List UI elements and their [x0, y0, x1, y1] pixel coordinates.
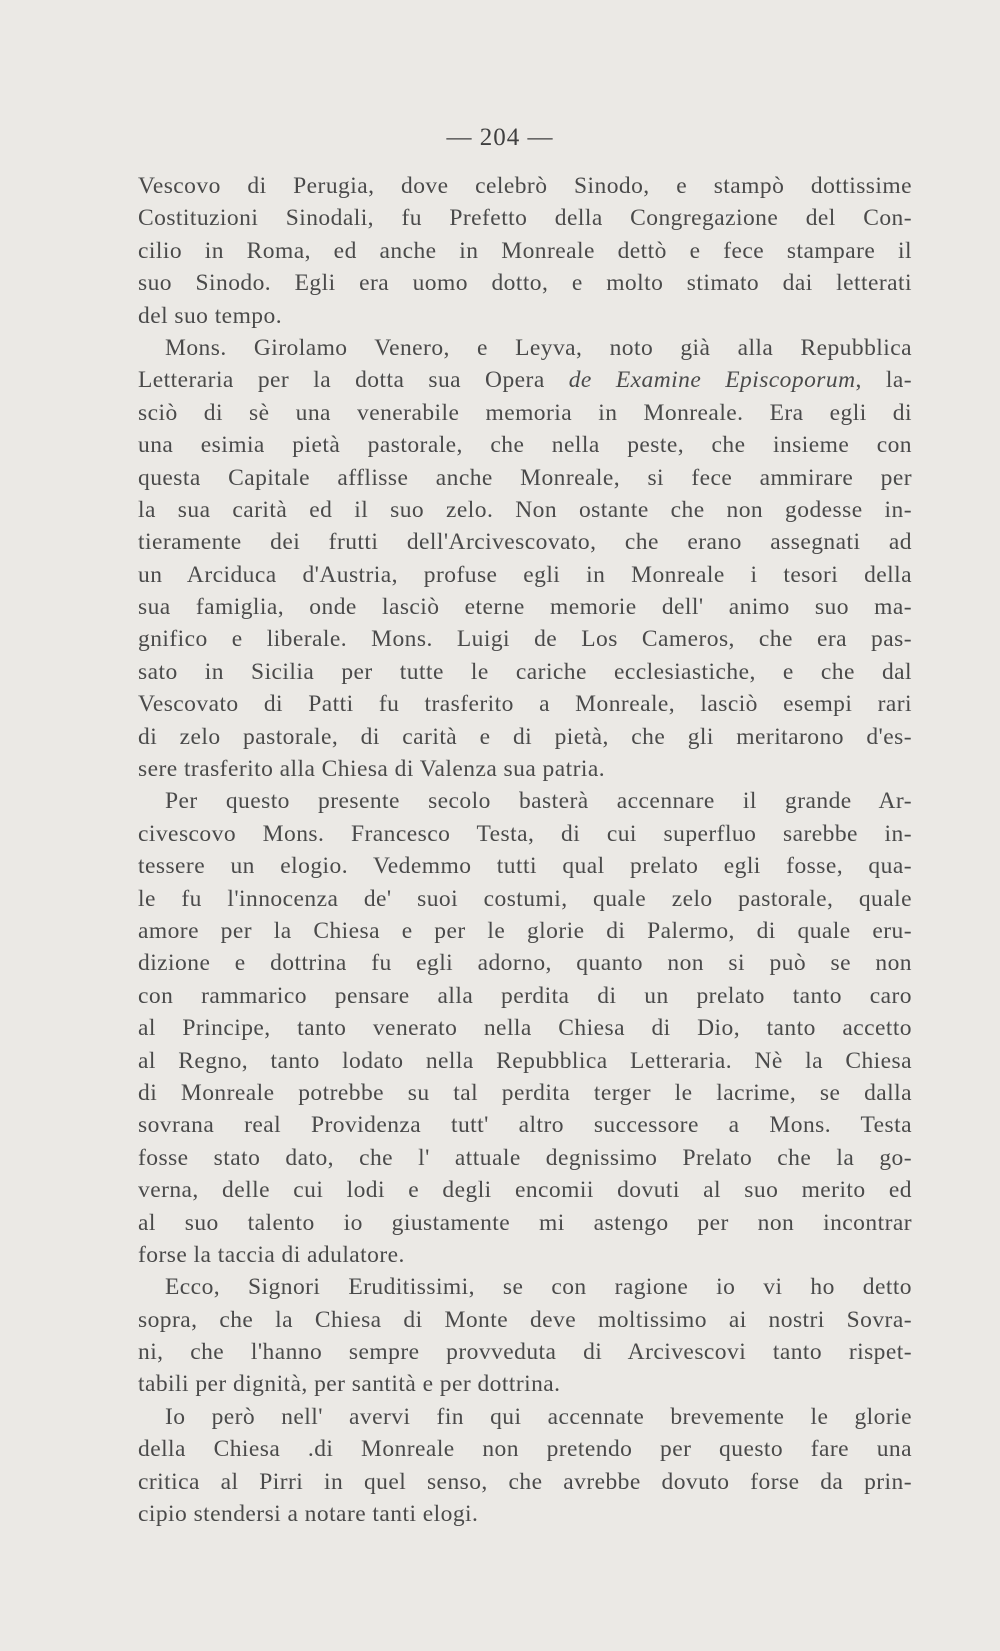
text-line: un Arciduca d'Austria, profuse egli in Monreale i tesori della [138, 561, 912, 588]
text-line: forse la taccia di adulatore. [138, 1241, 405, 1268]
text-line: Vescovato di Patti fu trasferito a Monreale, lasciò esempi rari [138, 691, 912, 718]
text-line: civescovo Mons. Francesco Testa, di cui superfluo sarebbe in- [138, 820, 912, 847]
text-line: gnifico e liberale. Mons. Luigi de Los Cameros, che era pas- [138, 626, 912, 653]
text-line: critica al Pirri in quel senso, che avrebbe dovuto forse da prin- [138, 1468, 912, 1495]
text-line: Per questo presente secolo basterà accennare il grande Ar- [165, 788, 912, 815]
text-line: una esimia pietà pastorale, che nella peste, che insieme con [138, 432, 912, 459]
text-line: della Chiesa .di Monreale non pretendo per questo fare una [138, 1436, 912, 1463]
text-line: tieramente dei frutti dell'Arcivescovato, che erano assegnati ad [138, 529, 912, 556]
text-line: del suo tempo. [138, 302, 283, 329]
text-line [138, 364, 912, 396]
text-line: al suo talento io giustamente mi astengo per non incontrar [138, 1209, 912, 1236]
text-line: le fu l'innocenza de' suoi costumi, quale zelo pastorale, quale [138, 885, 912, 912]
text-line: Vescovo di Perugia, dove celebrò Sinodo, e stampò dottissime [138, 173, 912, 199]
text-line: sato in Sicilia per tutte le cariche ecclesiastiche, e che dal [138, 658, 912, 685]
text-line: amore per la Chiesa e per le glorie di Palermo, di quale eru- [138, 917, 912, 944]
text-line: sere trasferito alla Chiesa di Valenza sua patria. [138, 756, 606, 783]
text-line: Mons. Girolamo Venero, e Leyva, noto già alla Repubblica [165, 334, 912, 361]
text-line: sciò di sè una venerabile memoria in Monreale. Era egli di [138, 399, 912, 426]
text-line: tabili per dignità, per santità e per dottrina. [138, 1371, 561, 1398]
text-run: , la- [855, 367, 912, 394]
text-line: sovrana real Providenza tutt' altro successore a Mons. Testa [138, 1112, 912, 1139]
text-line: di Monreale potrebbe su tal perdita terger le lacrime, se dalla [138, 1079, 912, 1106]
text-line: al Regno, tanto lodato nella Repubblica Letteraria. Nè la Chiesa [138, 1047, 912, 1074]
text-line: ni, che l'hanno sempre provveduta di Arcivescovi tanto rispet- [138, 1339, 912, 1366]
text-line: la sua carità ed il suo zelo. Non ostante che non godesse in- [138, 496, 912, 523]
text-line: tessere un elogio. Vedemmo tutti qual prelato egli fosse, qua- [138, 853, 912, 880]
text-line: al Principe, tanto venerato nella Chiesa di Dio, tanto accetto [138, 1015, 912, 1042]
text-line: Costituzioni Sinodali, fu Prefetto della Congregazione del Con- [138, 205, 912, 232]
text-line: cilio in Roma, ed anche in Monreale dettò e fece stampare il [138, 237, 912, 264]
text-line: sopra, che la Chiesa di Monte deve moltissimo ai nostri Sovra- [138, 1306, 912, 1333]
page-number: — 204 — [446, 124, 554, 151]
text-line: questa Capitale afflisse anche Monreale, si fece ammirare per [138, 464, 912, 491]
text-line: con rammarico pensare alla perdita di un prelato tanto caro [138, 982, 912, 1009]
text-line: cipio stendersi a notare tanti elogi. [138, 1501, 479, 1528]
text-line: Ecco, Signori Eruditissimi, se con ragione io vi ho detto [165, 1274, 912, 1301]
text-line: di zelo pastorale, di carità e di pietà, che gli meritarono d'es- [138, 723, 912, 750]
text-line: fosse stato dato, che l' attuale degnissimo Prelato che la go- [138, 1144, 912, 1171]
text-run: Letteraria per la dotta sua Opera [138, 367, 569, 394]
text-line: suo Sinodo. Egli era uomo dotto, e molto stimato dai letterati [138, 270, 912, 297]
body-text [138, 170, 912, 1530]
italic-book-title: de Examine Episcoporum [568, 367, 856, 394]
text-line: verna, delle cui lodi e degli encomii dovuti al suo merito ed [138, 1177, 912, 1204]
text-line: sua famiglia, onde lasciò eterne memorie dell' animo suo ma- [138, 594, 912, 621]
text-line: Io però nell' avervi fin qui accennate brevemente le glorie [165, 1403, 912, 1430]
text-line: dizione e dottrina fu egli adorno, quanto non si può se non [138, 950, 912, 977]
